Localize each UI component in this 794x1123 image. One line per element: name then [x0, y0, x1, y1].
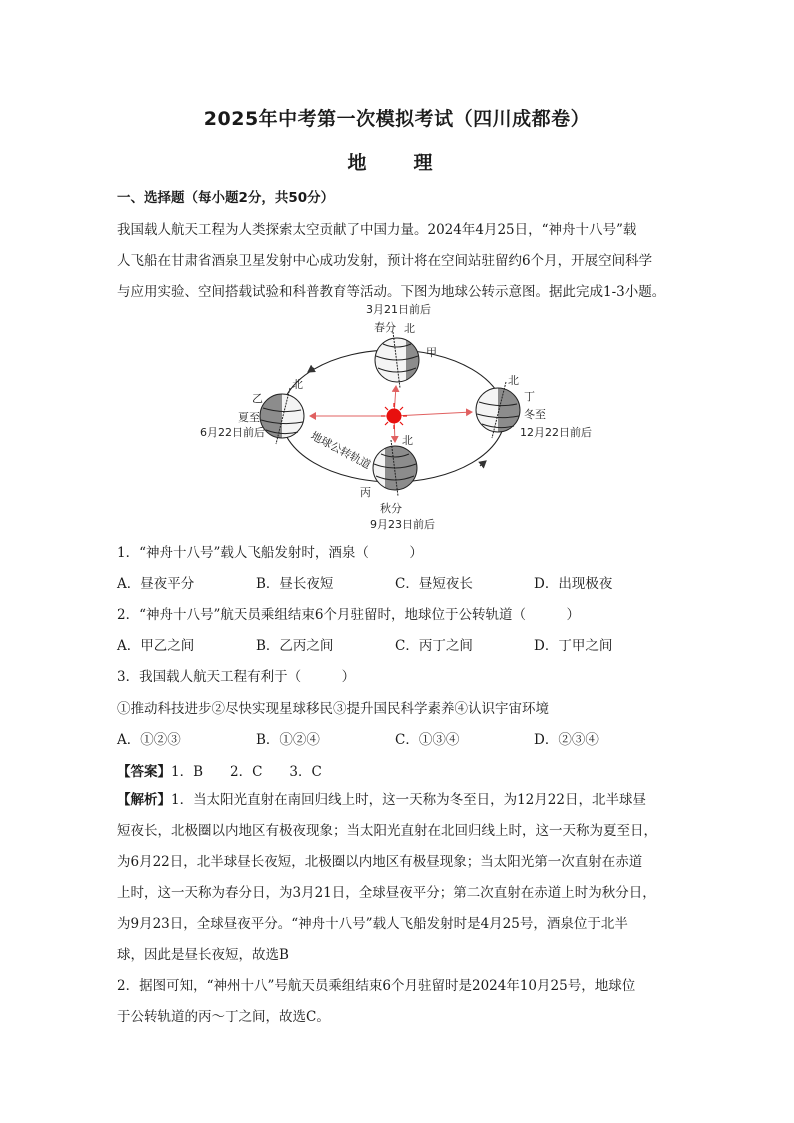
mark-ding: 丁 — [524, 390, 535, 403]
north-label: 北 — [292, 378, 303, 391]
date-label-summer: 6月22日前后 — [200, 426, 265, 439]
analysis-line: 于公转轨道的丙～丁之间，故选C。 — [117, 1009, 330, 1025]
question-2-options — [117, 634, 673, 654]
north-label: 北 — [404, 322, 415, 335]
question-1: 1．“神舟十八号”载人飞船发射时，酒泉（ ） — [117, 545, 423, 561]
mark-bing: 丙 — [360, 486, 371, 499]
option-d: D．丁甲之间 — [534, 638, 613, 654]
intro-line: 人飞船在甘肃省酒泉卫星发射中心成功发射，预计将在空间站驻留约6个月，开展空间科学 — [117, 253, 653, 269]
option-b: B．①②④ — [256, 732, 320, 748]
option-a: A．甲乙之间 — [117, 638, 195, 654]
intro-line: 与应用实验、空间搭载试验和科普教育等活动。下图为地球公转示意图。据此完成1-3小题。 — [117, 284, 666, 300]
date-label-winter: 12月22日前后 — [520, 426, 592, 439]
analysis-line: 短夜长，北极圈以内地区有极夜现象；当太阳光直射在北回归线上时，这一天称为夏至日， — [117, 823, 657, 839]
option-c: C．昼短夜长 — [395, 576, 473, 592]
analysis-line: 上时，这一天称为春分日，为3月21日，全球昼夜平分；第二次直射在赤道上时为秋分日， — [117, 885, 656, 901]
option-d: D．出现极夜 — [534, 576, 613, 592]
question-3-statement: ①推动科技进步②尽快实现星球移民③提升国民科学素养④认识宇宙环境 — [117, 701, 549, 717]
option-d: D．②③④ — [534, 732, 599, 748]
exam-title: 2025年中考第一次模拟考试（四川成都卷） — [203, 108, 591, 130]
analysis-block — [117, 785, 677, 1033]
term-label-summer: 夏至 — [238, 411, 260, 424]
mark-jia: 甲 — [426, 346, 437, 359]
option-c: C．①③④ — [395, 732, 460, 748]
date-label-spring: 3月21日前后 — [366, 303, 431, 316]
option-b: B．乙丙之间 — [256, 638, 334, 654]
date-label-autumn: 9月23日前后 — [370, 518, 435, 531]
answer-label: 【答案】 — [117, 764, 171, 780]
analysis-line: 球，因此是昼长夜短，故选B — [117, 947, 289, 963]
question-3: 3．我国载人航天工程有利于（ ） — [117, 669, 356, 685]
section-heading: 一、选择题（每小题2分，共50分） — [117, 190, 335, 206]
orbit-arrow — [480, 461, 486, 466]
subject-title: 地 理 — [347, 152, 447, 174]
question-3-options — [117, 728, 673, 748]
analysis-line: 【解析】1．当太阳光直射在南回归线上时，这一天称为冬至日，为12月22日，北半球昼 — [117, 792, 646, 808]
option-c: C．丙丁之间 — [395, 638, 473, 654]
sun-ray — [394, 412, 472, 416]
sun — [381, 403, 407, 429]
analysis-line: 2．据图可知，“神州十八”号航天员乘组结束6个月驻留时是2024年10月25号，地球位 — [117, 978, 636, 994]
term-label-winter: 冬至 — [524, 408, 546, 421]
north-label: 北 — [402, 434, 413, 447]
intro-line: 我国载人航天工程为人类探索太空贡献了中国力量。2024年4月25日，“神舟十八号”载 — [117, 222, 637, 238]
term-label-spring: 春分 — [374, 321, 396, 334]
answer-text: 1．B 2．C 3．C — [171, 764, 322, 780]
option-b: B．昼长夜短 — [256, 576, 334, 592]
option-a: A．①②③ — [117, 732, 181, 748]
option-a: A．昼夜平分 — [117, 576, 195, 592]
term-label-autumn: 秋分 — [380, 502, 402, 515]
mark-yi: 乙 — [252, 392, 263, 405]
north-label: 北 — [508, 374, 519, 387]
earth-revolution-diagram — [190, 298, 610, 534]
analysis-label: 【解析】 — [117, 792, 171, 808]
answer-line — [117, 760, 322, 780]
analysis-line: 为9月23日，全球昼夜平分。“神舟十八号”载人飞船发射时是4月25号，酒泉位于北半 — [117, 916, 628, 932]
question-1-options — [117, 572, 673, 592]
analysis-line: 为6月22日，北半球昼长夜短，北极圈以内地区有极昼现象；当太阳光第一次直射在赤道 — [117, 854, 643, 870]
orbit-label: 地球公转轨道 — [308, 429, 373, 472]
question-2: 2．“神舟十八号”航天员乘组结束6个月驻留时，地球位于公转轨道（ ） — [117, 607, 580, 623]
